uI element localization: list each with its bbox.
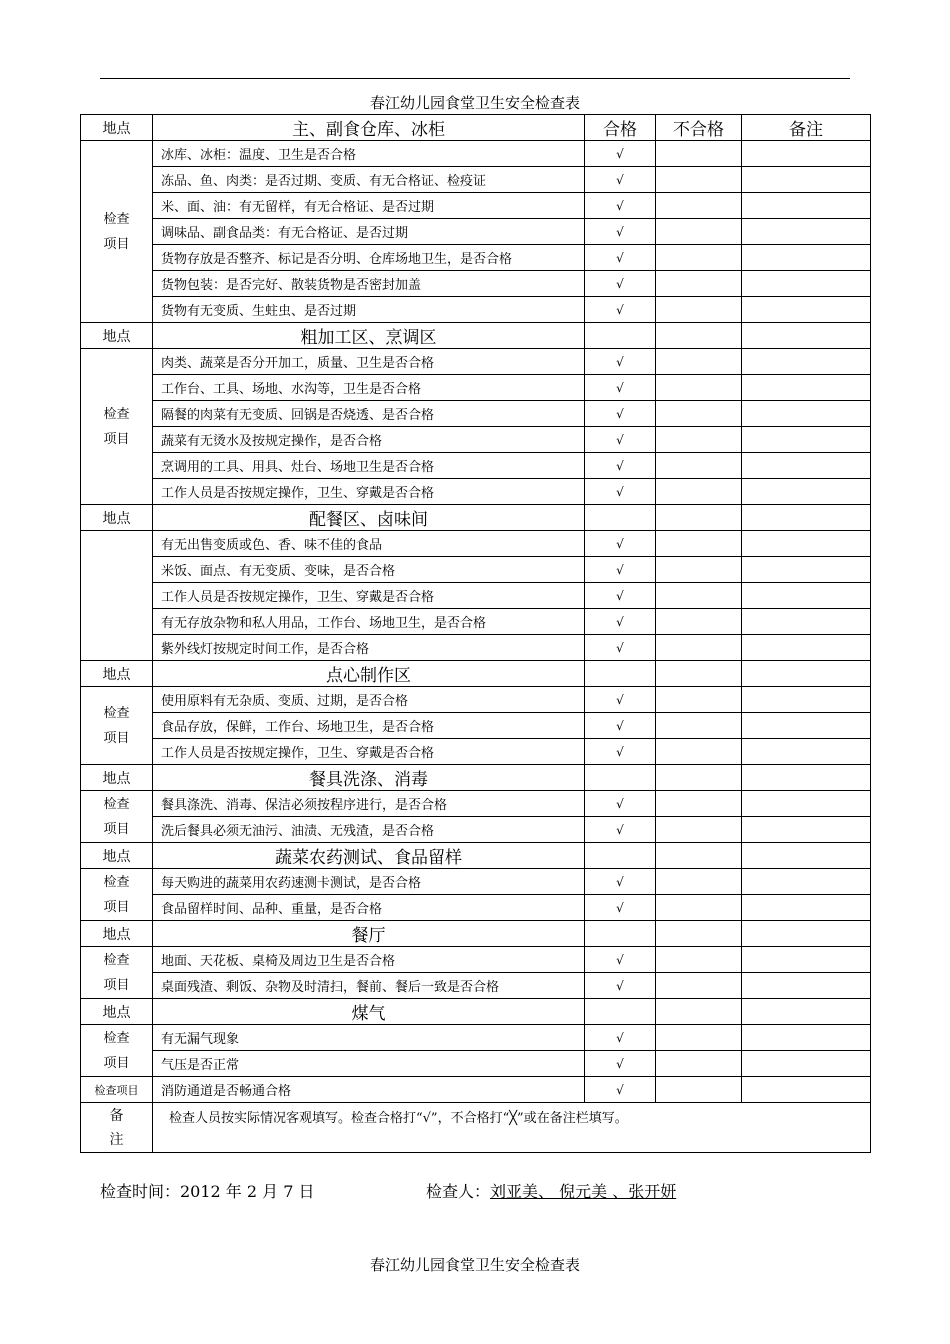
- empty-cell: [585, 765, 656, 791]
- check-item-row: [81, 245, 871, 271]
- fail-cell[interactable]: [656, 245, 742, 271]
- empty-cell: [742, 843, 871, 869]
- pass-mark[interactable]: √: [585, 219, 656, 245]
- check-item-text: 工作人员是否按规定操作，卫生、穿戴是否合格: [153, 479, 585, 505]
- pass-mark[interactable]: √: [585, 193, 656, 219]
- remarks-cell[interactable]: [742, 479, 871, 505]
- pass-mark[interactable]: √: [585, 739, 656, 765]
- check-item-text: 冻品、鱼、肉类：是否过期、变质、有无合格证、检疫证: [153, 167, 585, 193]
- remarks-cell[interactable]: [742, 271, 871, 297]
- check-label-line2: 项目: [103, 236, 130, 252]
- check-item-row: [81, 219, 871, 245]
- check-item-label: [81, 791, 153, 843]
- check-item-row: [81, 427, 871, 453]
- location-row: [81, 115, 871, 141]
- remarks-cell[interactable]: [742, 635, 871, 661]
- inspection-table: [80, 114, 871, 1153]
- notes-row: [81, 1103, 871, 1153]
- fail-cell[interactable]: [656, 193, 742, 219]
- check-item-text: 每天购进的蔬菜用农药速测卡测试，是否合格: [153, 869, 585, 895]
- check-item-label: [81, 349, 153, 505]
- empty-cell: [656, 843, 742, 869]
- pass-mark[interactable]: √: [585, 713, 656, 739]
- pass-mark[interactable]: √: [585, 245, 656, 271]
- remarks-cell[interactable]: [742, 557, 871, 583]
- check-item-row: [81, 271, 871, 297]
- check-label-line1: 检查: [103, 705, 130, 721]
- check-item-row: [81, 869, 871, 895]
- location-row: [81, 999, 871, 1025]
- empty-cell: [656, 921, 742, 947]
- check-label-line2: 项目: [103, 730, 130, 746]
- empty-cell: [585, 661, 656, 687]
- check-item-text: 工作人员是否按规定操作，卫生、穿戴是否合格: [153, 583, 585, 609]
- pass-mark[interactable]: √: [585, 869, 656, 895]
- location-name: 点心制作区: [153, 661, 585, 687]
- pass-mark[interactable]: √: [585, 817, 656, 843]
- check-item-label: 检查项目: [81, 1077, 153, 1103]
- check-item-row: [81, 895, 871, 921]
- empty-cell: [742, 661, 871, 687]
- check-item-text: 烹调用的工具、用具、灶台、场地卫生是否合格: [153, 453, 585, 479]
- check-item-row: [81, 531, 871, 557]
- fail-cell[interactable]: [656, 479, 742, 505]
- remarks-cell[interactable]: [742, 349, 871, 375]
- check-item-text: 使用原料有无杂质、变质、过期，是否合格: [153, 687, 585, 713]
- remarks-cell[interactable]: [742, 401, 871, 427]
- location-label: 地点: [81, 999, 153, 1025]
- pass-mark[interactable]: √: [585, 453, 656, 479]
- check-item-text: 米、面、油：有无留样，有无合格证、是否过期: [153, 193, 585, 219]
- empty-cell: [585, 921, 656, 947]
- location-label: 地点: [81, 661, 153, 687]
- pass-mark[interactable]: √: [585, 479, 656, 505]
- check-item-row: [81, 167, 871, 193]
- empty-cell: [585, 323, 656, 349]
- empty-cell: [585, 843, 656, 869]
- empty-cell: [585, 999, 656, 1025]
- remarks-cell[interactable]: [742, 687, 871, 713]
- location-row: [81, 921, 871, 947]
- check-item-row: [81, 375, 871, 401]
- header-rule: [100, 78, 850, 79]
- pass-mark[interactable]: √: [585, 895, 656, 921]
- check-item-text: 地面、天花板、桌椅及周边卫生是否合格: [153, 947, 585, 973]
- fail-cell[interactable]: [656, 687, 742, 713]
- fail-cell[interactable]: [656, 609, 742, 635]
- remarks-cell[interactable]: [742, 973, 871, 999]
- remarks-cell[interactable]: [742, 1051, 871, 1077]
- fail-cell[interactable]: [656, 947, 742, 973]
- remarks-cell[interactable]: [742, 1077, 871, 1103]
- check-item-row: [81, 479, 871, 505]
- inspector-names: 刘亚美、 倪元美 、张开妍: [490, 1182, 677, 1201]
- empty-cell: [656, 999, 742, 1025]
- fail-cell[interactable]: [656, 167, 742, 193]
- remarks-cell[interactable]: [742, 193, 871, 219]
- pass-mark[interactable]: √: [585, 375, 656, 401]
- check-item-text: 紫外线灯按规定时间工作，是否合格: [153, 635, 585, 661]
- check-label-line2: 项目: [103, 1055, 130, 1071]
- location-name: 粗加工区、烹调区: [153, 323, 585, 349]
- check-item-row: [81, 401, 871, 427]
- check-item-row: [81, 791, 871, 817]
- remarks-cell[interactable]: [742, 531, 871, 557]
- check-item-row: [81, 687, 871, 713]
- location-row: [81, 505, 871, 531]
- check-item-text: 洗后餐具必须无油污、油渍、无残渣，是否合格: [153, 817, 585, 843]
- pass-mark[interactable]: √: [585, 635, 656, 661]
- pass-mark[interactable]: √: [585, 167, 656, 193]
- fail-cell[interactable]: [656, 973, 742, 999]
- empty-cell: [656, 765, 742, 791]
- fail-cell[interactable]: [656, 349, 742, 375]
- check-item-row: [81, 1077, 871, 1103]
- column-header-fail: 不合格: [656, 115, 742, 141]
- remarks-cell[interactable]: [742, 817, 871, 843]
- page-title: 春江幼儿园食堂卫生安全检查表: [369, 94, 580, 112]
- check-label-line1: 检查: [103, 796, 130, 812]
- inspector-label: 检查人：: [426, 1182, 491, 1201]
- check-item-text: 食品存放，保鲜，工作台、场地卫生，是否合格: [153, 713, 585, 739]
- fail-cell[interactable]: [656, 453, 742, 479]
- check-item-label: [81, 869, 153, 921]
- notes-label: [81, 1103, 153, 1153]
- location-label: 地点: [81, 115, 153, 141]
- empty-cell: [656, 323, 742, 349]
- check-item-text: 隔餐的肉菜有无变质、回锅是否烧透、是否合格: [153, 401, 585, 427]
- fail-cell[interactable]: [656, 635, 742, 661]
- location-row: [81, 765, 871, 791]
- check-item-text: 消防通道是否畅通合格: [153, 1077, 585, 1103]
- pass-mark[interactable]: √: [585, 1025, 656, 1051]
- remarks-cell[interactable]: [742, 167, 871, 193]
- column-header-remarks: 备注: [742, 115, 871, 141]
- remarks-cell[interactable]: [742, 245, 871, 271]
- check-item-text: 工作台、工具、场地、水沟等，卫生是否合格: [153, 375, 585, 401]
- fail-cell[interactable]: [656, 1051, 742, 1077]
- check-item-text: 有无出售变质或色、香、味不佳的食品: [153, 531, 585, 557]
- check-label-line2: 项目: [103, 899, 130, 915]
- pass-mark[interactable]: √: [585, 1051, 656, 1077]
- fail-cell[interactable]: [656, 531, 742, 557]
- fail-cell[interactable]: [656, 1077, 742, 1103]
- remarks-cell[interactable]: [742, 713, 871, 739]
- location-name: 蔬菜农药测试、食品留样: [153, 843, 585, 869]
- pass-mark[interactable]: √: [585, 557, 656, 583]
- check-item-text: 有无存放杂物和私人用品，工作台、场地卫生，是否合格: [153, 609, 585, 635]
- check-item-row: [81, 713, 871, 739]
- check-item-text: 货物包装：是否完好、散装货物是否密封加盖: [153, 271, 585, 297]
- check-item-text: 气压是否正常: [153, 1051, 585, 1077]
- remarks-cell[interactable]: [742, 453, 871, 479]
- pass-mark[interactable]: √: [585, 583, 656, 609]
- fail-cell[interactable]: [656, 297, 742, 323]
- remarks-cell[interactable]: [742, 375, 871, 401]
- empty-cell: [742, 921, 871, 947]
- pass-mark[interactable]: √: [585, 791, 656, 817]
- fail-cell[interactable]: [656, 141, 742, 167]
- fail-cell[interactable]: [656, 375, 742, 401]
- remarks-cell[interactable]: [742, 869, 871, 895]
- fail-cell[interactable]: [656, 557, 742, 583]
- fail-cell[interactable]: [656, 271, 742, 297]
- fail-cell[interactable]: [656, 739, 742, 765]
- remarks-cell[interactable]: [742, 427, 871, 453]
- check-item-row: [81, 1051, 871, 1077]
- check-label-line1: 检查: [103, 874, 130, 890]
- notes-text: 检查人员按实际情况客观填写。检查合格打“√”，不合格打“╳”或在备注栏填写。: [153, 1103, 871, 1153]
- location-row: [81, 323, 871, 349]
- fail-cell[interactable]: [656, 713, 742, 739]
- check-item-text: 米饭、面点、有无变质、变味，是否合格: [153, 557, 585, 583]
- notes-label-line1: 备: [109, 1107, 124, 1124]
- remarks-cell[interactable]: [742, 297, 871, 323]
- pass-mark[interactable]: √: [585, 427, 656, 453]
- notes-label-line2: 注: [109, 1131, 124, 1148]
- check-item-text: 货物存放是否整齐、标记是否分明、仓库场地卫生，是否合格: [153, 245, 585, 271]
- location-name: 餐具洗涤、消毒: [153, 765, 585, 791]
- check-item-label: [81, 141, 153, 323]
- check-item-row: [81, 1025, 871, 1051]
- empty-cell: [742, 999, 871, 1025]
- check-item-text: 桌面残渣、剩饭、杂物及时清扫，餐前、餐后一致是否合格: [153, 973, 585, 999]
- check-item-text: 有无漏气现象: [153, 1025, 585, 1051]
- empty-cell: [656, 661, 742, 687]
- check-item-row: [81, 973, 871, 999]
- check-label-line1: 检查: [103, 952, 130, 968]
- check-item-row: [81, 193, 871, 219]
- check-item-row: [81, 739, 871, 765]
- fail-cell[interactable]: [656, 427, 742, 453]
- check-item-text: 蔬菜有无烫水及按规定操作，是否合格: [153, 427, 585, 453]
- bottom-title: 春江幼儿园食堂卫生安全检查表: [369, 1256, 580, 1274]
- location-row: [81, 661, 871, 687]
- pass-mark[interactable]: √: [585, 349, 656, 375]
- pass-mark[interactable]: √: [585, 271, 656, 297]
- check-item-row: [81, 453, 871, 479]
- check-item-label: [81, 531, 153, 661]
- empty-cell: [742, 765, 871, 791]
- location-label: 地点: [81, 765, 153, 791]
- empty-cell: [656, 505, 742, 531]
- fail-cell[interactable]: [656, 583, 742, 609]
- pass-mark[interactable]: √: [585, 531, 656, 557]
- check-item-label: [81, 687, 153, 765]
- remarks-cell[interactable]: [742, 895, 871, 921]
- pass-mark[interactable]: √: [585, 1077, 656, 1103]
- location-name: 餐厅: [153, 921, 585, 947]
- check-item-text: 餐具涤洗、消毒、保洁必须按程序进行，是否合格: [153, 791, 585, 817]
- pass-mark[interactable]: √: [585, 401, 656, 427]
- remarks-cell[interactable]: [742, 791, 871, 817]
- location-name: 煤气: [153, 999, 585, 1025]
- location-name: 配餐区、卤味间: [153, 505, 585, 531]
- inspector-block: [426, 1179, 676, 1202]
- check-item-row: [81, 947, 871, 973]
- remarks-cell[interactable]: [742, 609, 871, 635]
- pass-mark[interactable]: √: [585, 297, 656, 323]
- check-item-text: 工作人员是否按规定操作，卫生、穿戴是否合格: [153, 739, 585, 765]
- location-label: 地点: [81, 921, 153, 947]
- check-item-label: [81, 1025, 153, 1077]
- empty-cell: [585, 505, 656, 531]
- remarks-cell[interactable]: [742, 141, 871, 167]
- fail-cell[interactable]: [656, 401, 742, 427]
- pass-mark[interactable]: √: [585, 687, 656, 713]
- location-name: 主、副食仓库、冰柜: [153, 115, 585, 141]
- pass-mark[interactable]: √: [585, 973, 656, 999]
- check-item-row: [81, 609, 871, 635]
- check-item-text: 冰库、冰柜：温度、卫生是否合格: [153, 141, 585, 167]
- check-item-row: [81, 817, 871, 843]
- empty-cell: [742, 323, 871, 349]
- check-label-line2: 项目: [103, 431, 130, 447]
- check-item-row: [81, 349, 871, 375]
- pass-mark[interactable]: √: [585, 609, 656, 635]
- check-item-row: [81, 557, 871, 583]
- inspection-date: 检查时间：2012 年 2 月 7 日: [100, 1182, 315, 1201]
- fail-cell[interactable]: [656, 791, 742, 817]
- location-label: 地点: [81, 843, 153, 869]
- check-label-line1: 检查: [103, 211, 130, 227]
- check-item-text: 肉类、蔬菜是否分开加工，质量、卫生是否合格: [153, 349, 585, 375]
- check-item-text: 调味品、副食品类：有无合格证、是否过期: [153, 219, 585, 245]
- location-row: [81, 843, 871, 869]
- check-label-line1: 检查: [103, 1030, 130, 1046]
- remarks-cell[interactable]: [742, 947, 871, 973]
- empty-cell: [742, 505, 871, 531]
- fail-cell[interactable]: [656, 895, 742, 921]
- fail-cell[interactable]: [656, 1025, 742, 1051]
- column-header-pass: 合格: [585, 115, 656, 141]
- fail-cell[interactable]: [656, 869, 742, 895]
- fail-cell[interactable]: [656, 817, 742, 843]
- check-item-label: [81, 947, 153, 999]
- fail-cell[interactable]: [656, 219, 742, 245]
- location-label: 地点: [81, 323, 153, 349]
- remarks-cell[interactable]: [742, 583, 871, 609]
- pass-mark[interactable]: √: [585, 141, 656, 167]
- remarks-cell[interactable]: [742, 739, 871, 765]
- remarks-cell[interactable]: [742, 219, 871, 245]
- location-label: 地点: [81, 505, 153, 531]
- check-item-row: [81, 141, 871, 167]
- remarks-cell[interactable]: [742, 1025, 871, 1051]
- check-label-line1: 检查: [103, 406, 130, 422]
- check-item-text: 食品留样时间、品种、重量，是否合格: [153, 895, 585, 921]
- check-label-line2: 项目: [103, 977, 130, 993]
- check-item-row: [81, 635, 871, 661]
- check-item-text: 货物有无变质、生蛀虫、是否过期: [153, 297, 585, 323]
- check-item-row: [81, 583, 871, 609]
- pass-mark[interactable]: √: [585, 947, 656, 973]
- check-label-line2: 项目: [103, 821, 130, 837]
- check-item-row: [81, 297, 871, 323]
